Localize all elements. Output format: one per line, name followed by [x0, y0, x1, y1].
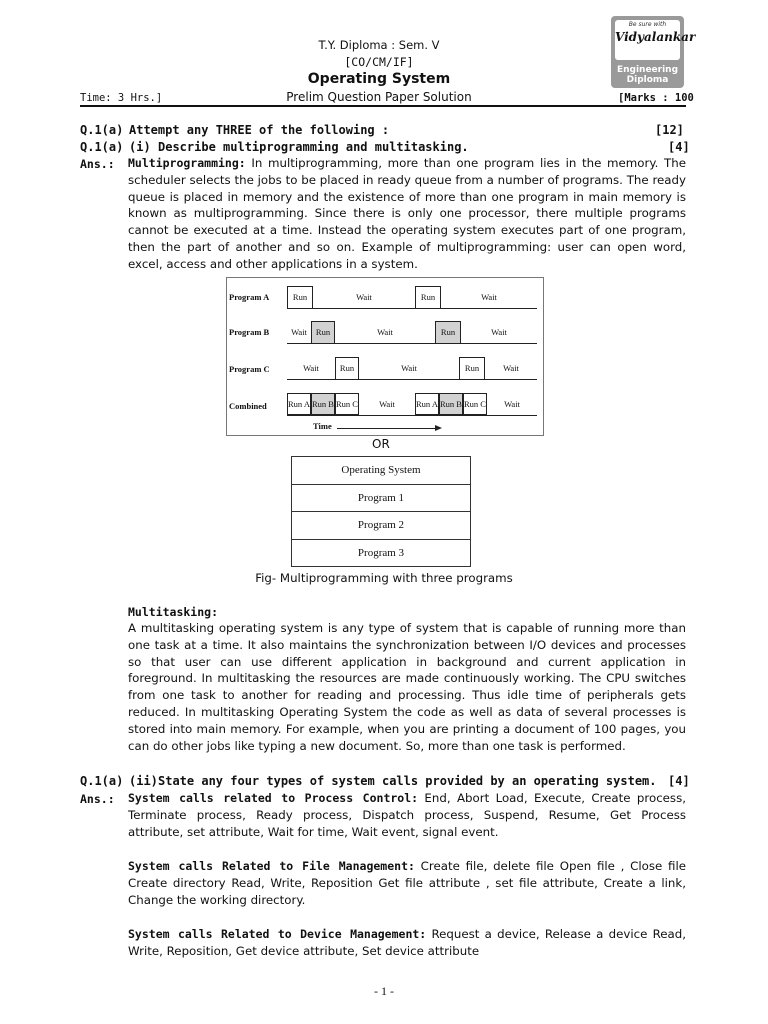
seg-combined-wait-2: Wait [504, 398, 520, 409]
logo-line2: Diploma [626, 75, 669, 85]
seg-c-wait-3: Wait [503, 362, 519, 373]
seg-c-wait-2: Wait [401, 362, 417, 373]
header-marks: [Marks : 100 [618, 92, 694, 104]
time-label: Time [313, 421, 332, 431]
seg-combined-wait: Wait [379, 398, 395, 409]
logo-brand: Vidyalankar [615, 30, 696, 44]
seg-combined-run-a: Run A [287, 393, 311, 415]
seg-b-run-2: Run [435, 321, 461, 343]
row-label-combined: Combined [229, 401, 267, 411]
memory-row-program-2: Program 2 [292, 512, 471, 540]
q1ii-label: Q.1(a) [80, 774, 124, 788]
multiprogramming-heading: Multiprogramming: [128, 156, 246, 170]
multiprogramming-text: In multiprogramming, more than one program lies in the memory. The scheduler selects the jobs to be placed in ready queue from a number of programs. The ready queue is placed in memory and the existence of more than one program in main memory is known as multiprogramming. Since there is only one processor, there multiple programs cannot be executed at a time. Instead the operating system executes part of one program, then the part of another and so on. Example of multiprogramming: user can open word, excel, access and other applications in a system. [128, 156, 686, 271]
multitasking-text: A multitasking operating system is any type of system that is capable of running more than one task at a time. It also maintains the synchronization between I/O devices and processes so that user can use different application in background and current application in foreground. In multitasking the resources are made continuously working. The CPU switches from one task to another for reading and processing. Thus idle time of peripherals gets reduced. In multitasking Operating System the code as well as data of several processes is stored into main memory. For example, when you are printing a document of 100 pages, you can do other jobs like typing a new document. So, more than one task is performed. [128, 621, 686, 753]
seg-combined-run-c-2: Run C [463, 393, 487, 415]
q1i-text: Describe multiprogramming and multitasking. [158, 140, 469, 154]
seg-a-wait-2: Wait [481, 291, 497, 302]
row-label-program-a: Program A [229, 292, 270, 302]
q1-text: Attempt any THREE of the following : [129, 123, 390, 137]
row-label-program-b: Program B [229, 327, 270, 337]
logo-line1: Engineering [616, 65, 679, 75]
seg-c-run: Run [335, 357, 359, 379]
process-control-heading: System calls related to Process Control: [128, 791, 419, 805]
q1i-marks: [4] [668, 140, 690, 154]
process-control-text: End, Abort Load, Execute, Create process, Terminate process, Ready process, Dispatch process, Suspend, Resume, Get Process attribute, set attribute, Wait for time, Wait event, signal event. [128, 791, 686, 839]
memory-layout-table [291, 456, 471, 567]
seg-combined-run-b-2: Run B [439, 393, 463, 415]
seg-b-wait-2: Wait [377, 326, 393, 337]
seg-a-run: Run [287, 286, 313, 308]
seg-c-run-2: Run [459, 357, 485, 379]
memory-row-program-1: Program 1 [292, 484, 471, 512]
device-management-text: Request a device, Release a device Read, Write, Reposition, Get device attribute, Set device attribute [128, 927, 687, 958]
header-subtitle: Prelim Question Paper Solution [286, 90, 472, 104]
q1i-num: (i) [129, 140, 151, 154]
header-branches: [CO/CM/IF] [344, 55, 414, 69]
page-title: Operating System [307, 71, 451, 87]
q1ii-num: (ii) [129, 774, 158, 788]
seg-b-run: Run [311, 321, 335, 343]
q1ii-marks: [4] [668, 774, 690, 788]
time-arrow-line [337, 428, 437, 429]
multitasking-heading: Multitasking: [128, 605, 219, 619]
file-management-text: Create file, delete file Open file , Close file Create directory Read, Write, Reposition Get file attribute , set file attribute, Create a link, Change the working directory. [128, 859, 686, 907]
header-rule [80, 105, 686, 107]
file-management-paragraph [128, 858, 686, 908]
memory-row-os: Operating System [292, 457, 471, 485]
vidyalankar-logo [611, 16, 696, 88]
device-management-paragraph [128, 926, 686, 960]
header-course: T.Y. Diploma : Sem. V [318, 38, 440, 52]
process-control-paragraph [128, 790, 686, 840]
seg-a-run-2: Run [415, 286, 441, 308]
multiprogramming-timing-diagram [226, 277, 544, 436]
header-time: Time: 3 Hrs.] [80, 92, 163, 104]
seg-b-wait-3: Wait [491, 326, 507, 337]
q1ii-text: State any four types of system calls provided by an operating system. [158, 774, 657, 788]
seg-c-wait: Wait [303, 362, 319, 373]
or-text: OR [372, 437, 390, 451]
multiprogramming-paragraph [128, 155, 686, 273]
seg-combined-run-a-2: Run A [415, 393, 439, 415]
seg-combined-run-b: Run B [311, 393, 335, 415]
q1i-label: Q.1(a) [80, 140, 124, 154]
seg-combined-run-c: Run C [335, 393, 359, 415]
device-management-heading: System calls Related to Device Management: [128, 927, 427, 941]
ans-label-2: Ans.: [80, 792, 115, 806]
q1-marks: [12] [655, 123, 684, 137]
row-label-program-c: Program C [229, 364, 270, 374]
file-management-heading: System calls Related to File Management: [128, 859, 415, 873]
q1-label: Q.1(a) [80, 123, 124, 137]
memory-row-program-3: Program 3 [292, 539, 471, 567]
time-arrow-head-icon [435, 425, 442, 431]
logo-tagline: Be sure with [628, 21, 667, 28]
ans-label-1: Ans.: [80, 157, 115, 171]
seg-b-wait: Wait [291, 326, 307, 337]
seg-a-wait: Wait [356, 291, 372, 302]
figure-caption: Fig- Multiprogramming with three programs [255, 571, 513, 585]
page-number: - 1 - [374, 984, 394, 998]
